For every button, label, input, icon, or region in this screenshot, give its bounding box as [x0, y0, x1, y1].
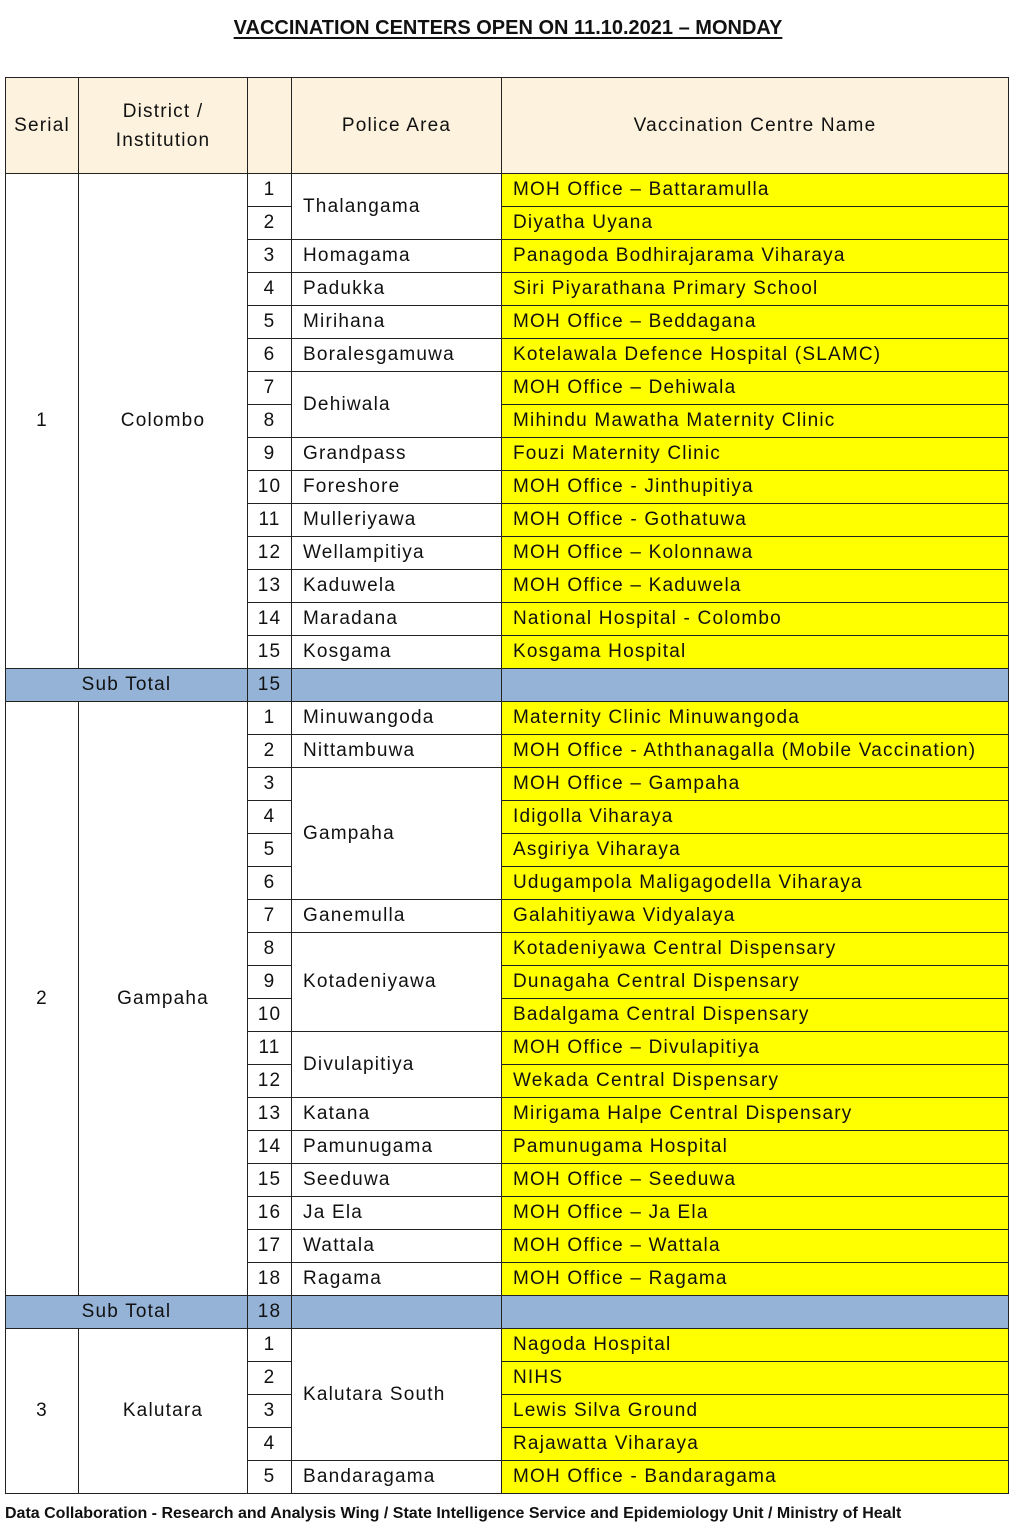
police-area-cell: Mulleriyawa	[292, 504, 502, 537]
police-area-cell: Kotadeniyawa	[292, 933, 502, 1032]
page-title-text: VACCINATION CENTERS OPEN ON 11.10.2021 – MONDAY	[233, 17, 783, 39]
subtotal-count: 18	[248, 1296, 292, 1329]
police-area-cell: Kosgama	[292, 636, 502, 669]
centre-number-cell: 11	[248, 1032, 292, 1065]
subtotal-blank	[502, 1296, 1009, 1329]
vaccination-centres-table	[5, 77, 1009, 1494]
centre-number-cell: 1	[248, 1329, 292, 1362]
header-centre-name: Vaccination Centre Name	[502, 78, 1009, 174]
centre-name-cell: MOH Office – Ragama	[502, 1263, 1009, 1296]
centre-number-cell: 18	[248, 1263, 292, 1296]
centre-number-cell: 2	[248, 1362, 292, 1395]
police-area-cell: Nittambuwa	[292, 735, 502, 768]
district-cell: Colombo	[79, 174, 248, 669]
centre-name-cell: Panagoda Bodhirajarama Viharaya	[502, 240, 1009, 273]
centre-name-cell: Maternity Clinic Minuwangoda	[502, 702, 1009, 735]
centre-number-cell: 10	[248, 471, 292, 504]
header-district-line1: District /	[122, 100, 204, 122]
centre-name-cell: MOH Office – Dehiwala	[502, 372, 1009, 405]
police-area-cell: Kalutara South	[292, 1329, 502, 1461]
district-cell: Gampaha	[79, 702, 248, 1296]
centre-name-cell: MOH Office – Beddagana	[502, 306, 1009, 339]
centre-name-cell: MOH Office - Aththanagalla (Mobile Vaccination)	[502, 735, 1009, 768]
centre-number-cell: 5	[248, 306, 292, 339]
centre-name-cell: Wekada Central Dispensary	[502, 1065, 1009, 1098]
header-district	[79, 78, 248, 174]
centre-name-cell: Nagoda Hospital	[502, 1329, 1009, 1362]
police-area-cell: Ganemulla	[292, 900, 502, 933]
centre-name-cell: MOH Office - Gothatuwa	[502, 504, 1009, 537]
centre-number-cell: 14	[248, 1131, 292, 1164]
police-area-cell: Kaduwela	[292, 570, 502, 603]
centre-name-cell: Asgiriya Viharaya	[502, 834, 1009, 867]
centre-number-cell: 17	[248, 1230, 292, 1263]
centre-name-cell: MOH Office – Divulapitiya	[502, 1032, 1009, 1065]
centre-name-cell: NIHS	[502, 1362, 1009, 1395]
centre-name-cell: MOH Office – Gampaha	[502, 768, 1009, 801]
centre-name-cell: Diyatha Uyana	[502, 207, 1009, 240]
centre-number-cell: 5	[248, 834, 292, 867]
serial-cell: 1	[6, 174, 79, 669]
centre-name-cell: Kosgama Hospital	[502, 636, 1009, 669]
centre-number-cell: 3	[248, 240, 292, 273]
centre-number-cell: 15	[248, 1164, 292, 1197]
centre-number-cell: 9	[248, 438, 292, 471]
centre-name-cell: Mirigama Halpe Central Dispensary	[502, 1098, 1009, 1131]
header-district-line2: Institution	[115, 129, 211, 151]
header-serial: Serial	[6, 78, 79, 174]
centre-name-cell: MOH Office – Battaramulla	[502, 174, 1009, 207]
centre-name-cell: Udugampola Maligagodella Viharaya	[502, 867, 1009, 900]
centre-number-cell: 7	[248, 372, 292, 405]
centre-name-cell: MOH Office - Jinthupitiya	[502, 471, 1009, 504]
footer-credit: Data Collaboration - Research and Analysis Wing / State Intelligence Service and Epidemiology Unit / Ministry of Healt	[5, 1505, 902, 1522]
police-area-cell: Foreshore	[292, 471, 502, 504]
centre-number-cell: 9	[248, 966, 292, 999]
centre-name-cell: Lewis Silva Ground	[502, 1395, 1009, 1428]
subtotal-blank	[292, 1296, 502, 1329]
police-area-cell: Ja Ela	[292, 1197, 502, 1230]
centre-number-cell: 12	[248, 537, 292, 570]
police-area-cell: Wattala	[292, 1230, 502, 1263]
subtotal-blank	[502, 669, 1009, 702]
centre-number-cell: 6	[248, 339, 292, 372]
subtotal-label: Sub Total	[6, 669, 248, 702]
police-area-cell: Ragama	[292, 1263, 502, 1296]
police-area-cell: Padukka	[292, 273, 502, 306]
centre-number-cell: 2	[248, 207, 292, 240]
centre-name-cell: Galahitiyawa Vidyalaya	[502, 900, 1009, 933]
header-number	[248, 78, 292, 174]
centre-number-cell: 10	[248, 999, 292, 1032]
police-area-cell: Boralesgamuwa	[292, 339, 502, 372]
centre-name-cell: MOH Office – Ja Ela	[502, 1197, 1009, 1230]
police-area-cell: Bandaragama	[292, 1461, 502, 1494]
centre-name-cell: MOH Office - Bandaragama	[502, 1461, 1009, 1494]
centre-number-cell: 4	[248, 273, 292, 306]
centre-number-cell: 3	[248, 768, 292, 801]
centre-number-cell: 4	[248, 801, 292, 834]
centre-number-cell: 2	[248, 735, 292, 768]
police-area-cell: Pamunugama	[292, 1131, 502, 1164]
centre-number-cell: 15	[248, 636, 292, 669]
centre-name-cell: MOH Office – Kaduwela	[502, 570, 1009, 603]
serial-cell: 2	[6, 702, 79, 1296]
centre-name-cell: National Hospital - Colombo	[502, 603, 1009, 636]
centre-name-cell: Siri Piyarathana Primary School	[502, 273, 1009, 306]
centre-name-cell: Pamunugama Hospital	[502, 1131, 1009, 1164]
centre-name-cell: Mihindu Mawatha Maternity Clinic	[502, 405, 1009, 438]
centre-name-cell: MOH Office – Kolonnawa	[502, 537, 1009, 570]
page-title	[0, 14, 1016, 42]
police-area-cell: Dehiwala	[292, 372, 502, 438]
centre-name-cell: Kotelawala Defence Hospital (SLAMC)	[502, 339, 1009, 372]
centre-number-cell: 1	[248, 702, 292, 735]
centre-number-cell: 6	[248, 867, 292, 900]
centre-number-cell: 7	[248, 900, 292, 933]
centre-name-cell: Idigolla Viharaya	[502, 801, 1009, 834]
centre-name-cell: Dunagaha Central Dispensary	[502, 966, 1009, 999]
police-area-cell: Thalangama	[292, 174, 502, 240]
centre-name-cell: MOH Office – Wattala	[502, 1230, 1009, 1263]
centre-number-cell: 12	[248, 1065, 292, 1098]
centre-name-cell: Rajawatta Viharaya	[502, 1428, 1009, 1461]
police-area-cell: Gampaha	[292, 768, 502, 900]
centre-name-cell: Fouzi Maternity Clinic	[502, 438, 1009, 471]
police-area-cell: Homagama	[292, 240, 502, 273]
centre-number-cell: 8	[248, 933, 292, 966]
police-area-cell: Divulapitiya	[292, 1032, 502, 1098]
centre-number-cell: 3	[248, 1395, 292, 1428]
subtotal-blank	[292, 669, 502, 702]
centre-number-cell: 13	[248, 1098, 292, 1131]
centre-number-cell: 1	[248, 174, 292, 207]
police-area-cell: Katana	[292, 1098, 502, 1131]
subtotal-count: 15	[248, 669, 292, 702]
centre-name-cell: Badalgama Central Dispensary	[502, 999, 1009, 1032]
centre-number-cell: 11	[248, 504, 292, 537]
police-area-cell: Mirihana	[292, 306, 502, 339]
centre-number-cell: 16	[248, 1197, 292, 1230]
subtotal-label: Sub Total	[6, 1296, 248, 1329]
centre-name-cell: Kotadeniyawa Central Dispensary	[502, 933, 1009, 966]
district-cell: Kalutara	[79, 1329, 248, 1494]
centre-number-cell: 5	[248, 1461, 292, 1494]
police-area-cell: Wellampitiya	[292, 537, 502, 570]
serial-cell: 3	[6, 1329, 79, 1494]
centre-number-cell: 14	[248, 603, 292, 636]
centre-name-cell: MOH Office – Seeduwa	[502, 1164, 1009, 1197]
centre-number-cell: 13	[248, 570, 292, 603]
police-area-cell: Maradana	[292, 603, 502, 636]
header-police-area: Police Area	[292, 78, 502, 174]
police-area-cell: Minuwangoda	[292, 702, 502, 735]
centre-number-cell: 4	[248, 1428, 292, 1461]
police-area-cell: Grandpass	[292, 438, 502, 471]
centre-number-cell: 8	[248, 405, 292, 438]
police-area-cell: Seeduwa	[292, 1164, 502, 1197]
